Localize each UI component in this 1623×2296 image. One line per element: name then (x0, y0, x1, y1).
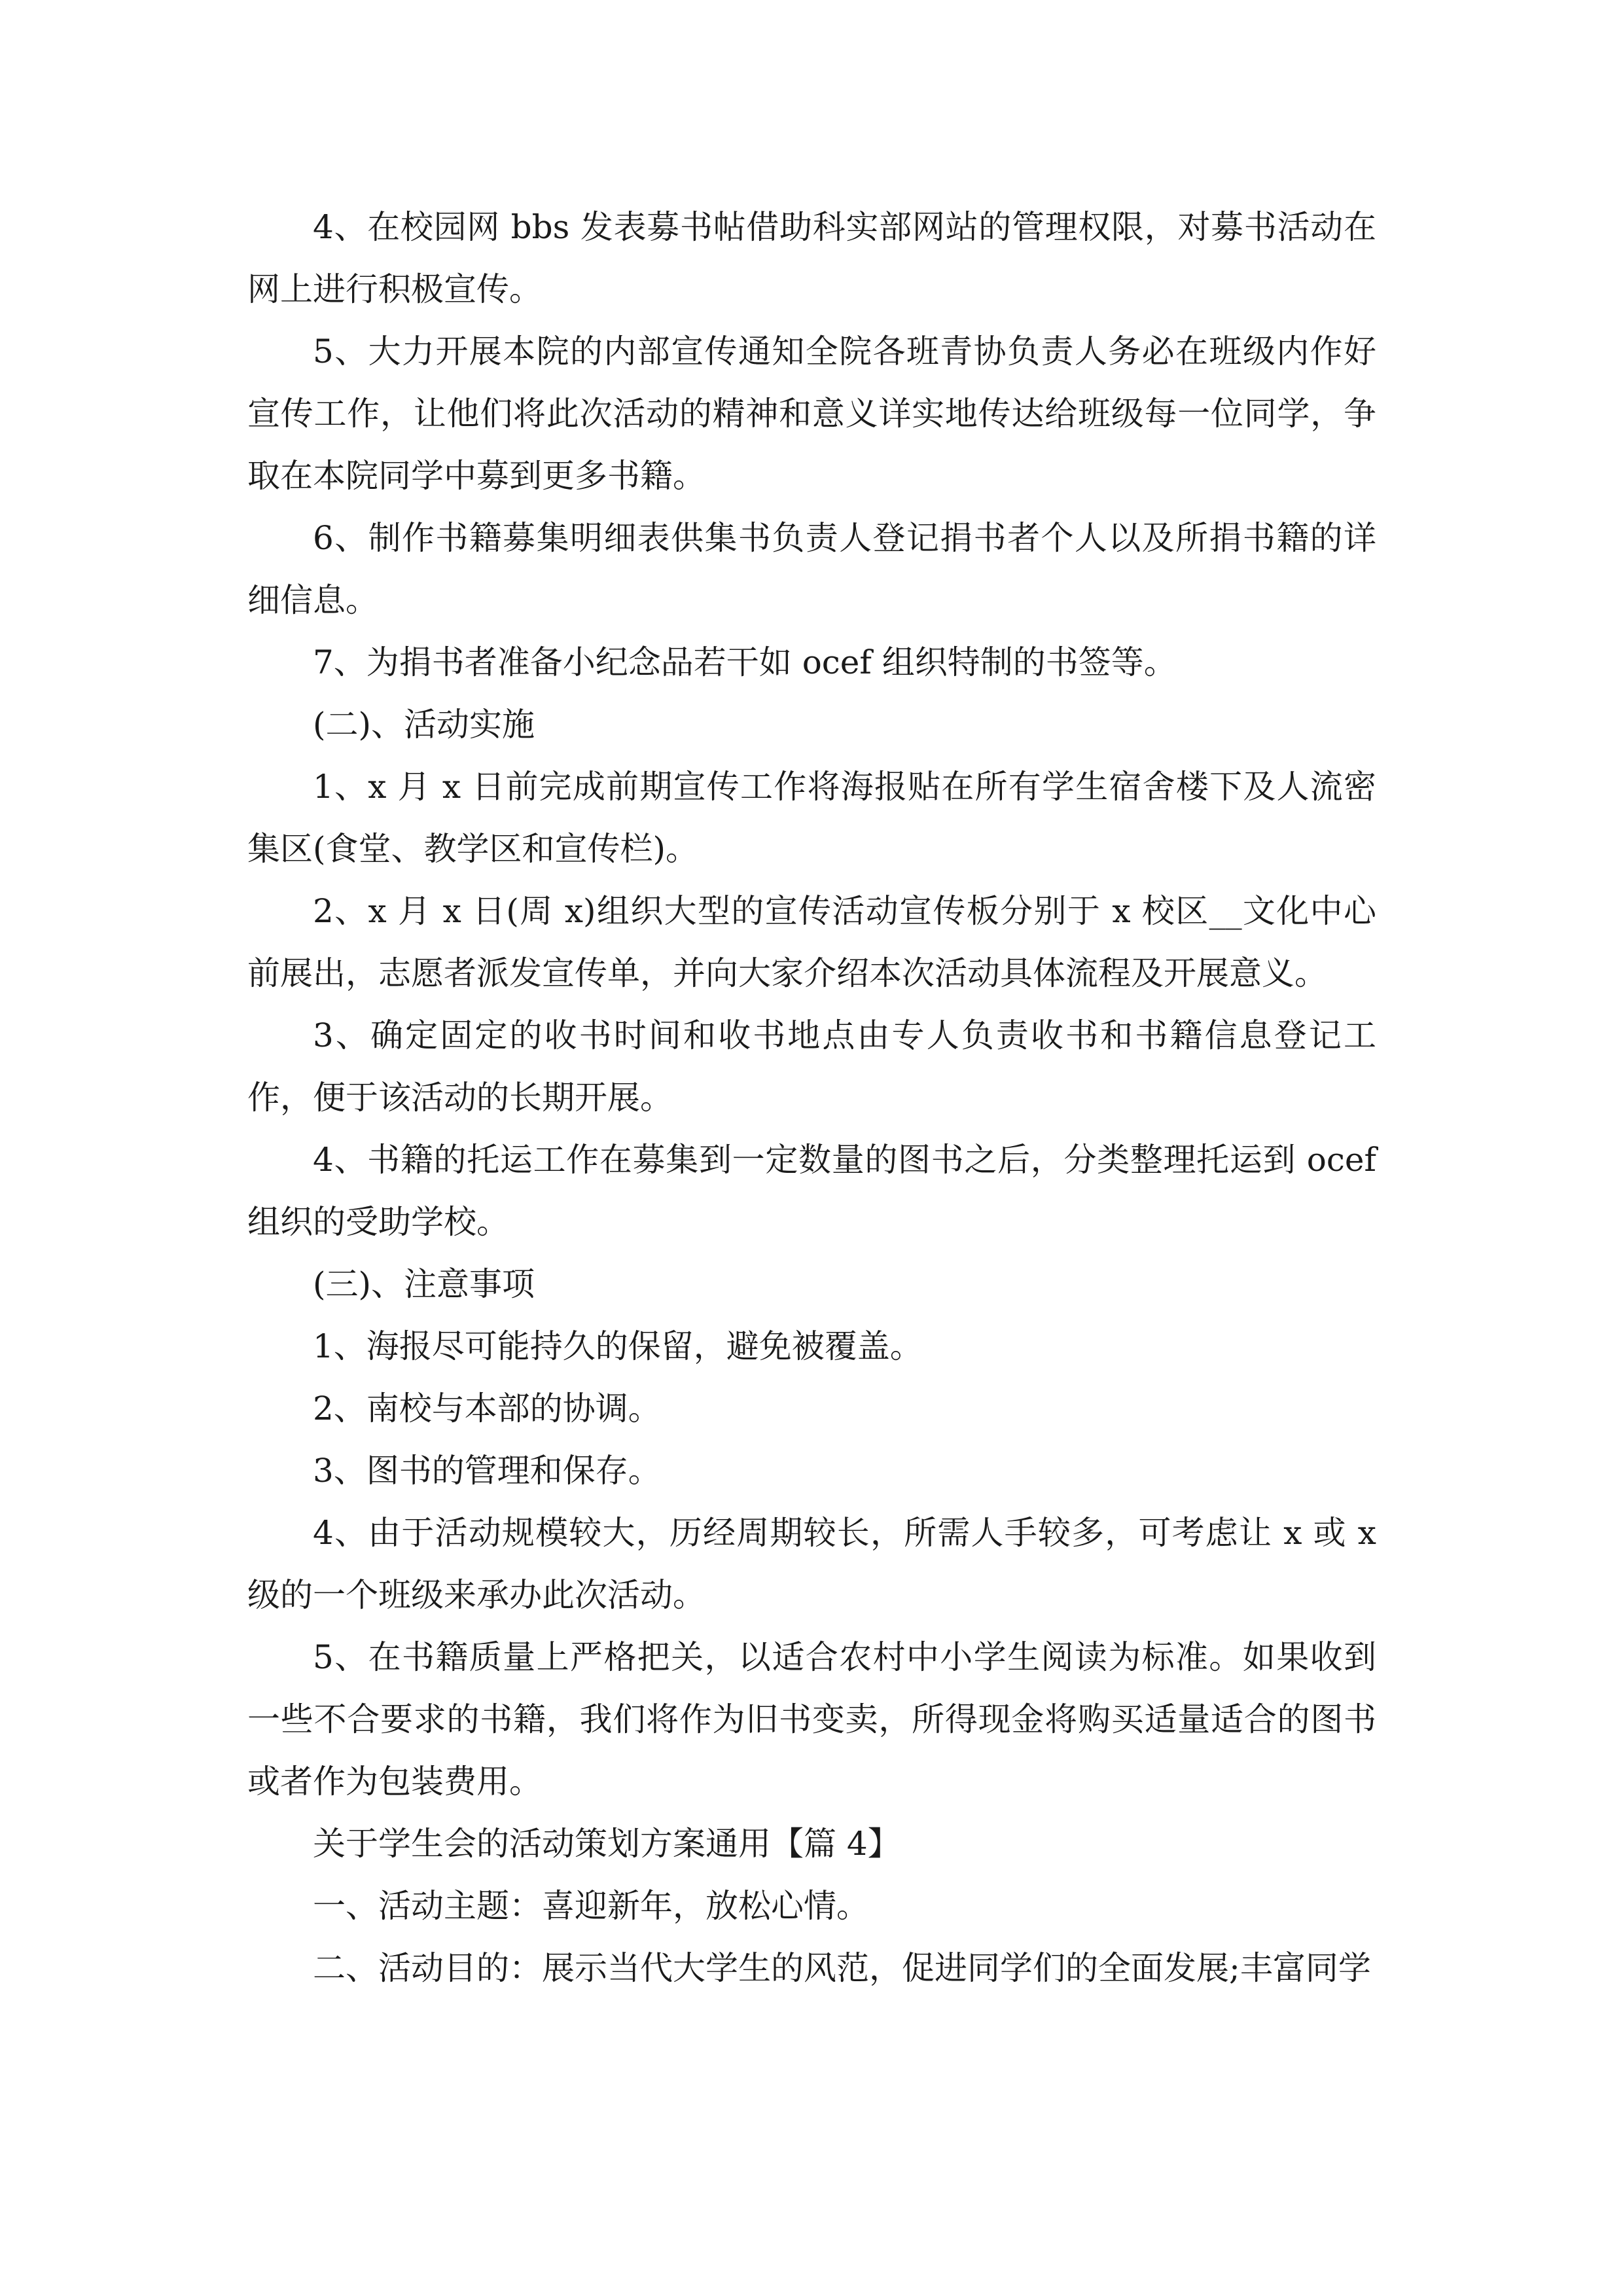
paragraph-item-6-book-register: 6、制作书籍募集明细表供集书负责人登记捐书者个人以及所捐书籍的详细信息。 (247, 519, 1376, 619)
paragraph-note-5: 5、在书籍质量上严格把关，以适合农村中小学生阅读为标准。如果收到一些不合要求的书籍，我们将作为旧书变卖，所得现金将购买适量适合的图书或者作为包装费用。 (247, 1638, 1376, 1801)
paragraph-impl-1: 1、x 月 x 日前完成前期宣传工作将海报贴在所有学生宿舍楼下及人流密集区(食堂、教学区和宣传栏)。 (247, 768, 1376, 868)
paragraph-impl-4: 4、书籍的托运工作在募集到一定数量的图书之后，分类整理托运到 ocef 组织的受助学校。 (247, 1141, 1376, 1241)
paragraph-item-7-souvenirs: 7、为捐书者准备小纪念品若干如 ocef 组织特制的书签等。 (313, 643, 1177, 681)
paragraph-activity-purpose: 二、活动目的：展示当代大学生的风范，促进同学们的全面发展;丰富同学 (313, 1949, 1371, 1987)
section-heading-implementation: (二)、活动实施 (313, 706, 535, 744)
section-heading-notes: (三)、注意事项 (313, 1265, 535, 1303)
paragraph-impl-2: 2、x 月 x 日(周 x)组织大型的宣传活动宣传板分别于 x 校区__文化中心前展出，志愿者派发宣传单，并向大家介绍本次活动具体流程及开展意义。 (247, 892, 1376, 992)
paragraph-impl-3: 3、确定固定的收书时间和收书地点由专人负责收书和书籍信息登记工作，便于该活动的长期开展。 (247, 1016, 1376, 1117)
document-body (247, 196, 1376, 2000)
paragraph-item-4-online-promotion: 4、在校园网 bbs 发表募书帖借助科实部网站的管理权限，对募书活动在网上进行积极宣传。 (247, 208, 1376, 308)
paragraph-note-2: 2、南校与本部的协调。 (313, 1390, 661, 1427)
paragraph-note-3: 3、图书的管理和保存。 (313, 1452, 661, 1490)
paragraph-item-5-internal-promotion: 5、大力开展本院的内部宣传通知全院各班青协负责人务必在班级内作好宣传工作，让他们将此次活动的精神和意义详实地传达给班级每一位同学，争取在本院同学中募到更多书籍。 (247, 332, 1376, 495)
article-title-part-4: 关于学生会的活动策划方案通用【篇 4】 (313, 1825, 901, 1863)
paragraph-note-4: 4、由于活动规模较大，历经周期较长，所需人手较多，可考虑让 x 或 x 级的一个班级来承办此次活动。 (247, 1514, 1376, 1614)
paragraph-note-1: 1、海报尽可能持久的保留，避免被覆盖。 (313, 1327, 923, 1365)
paragraph-activity-theme: 一、活动主题：喜迎新年，放松心情。 (313, 1887, 869, 1925)
